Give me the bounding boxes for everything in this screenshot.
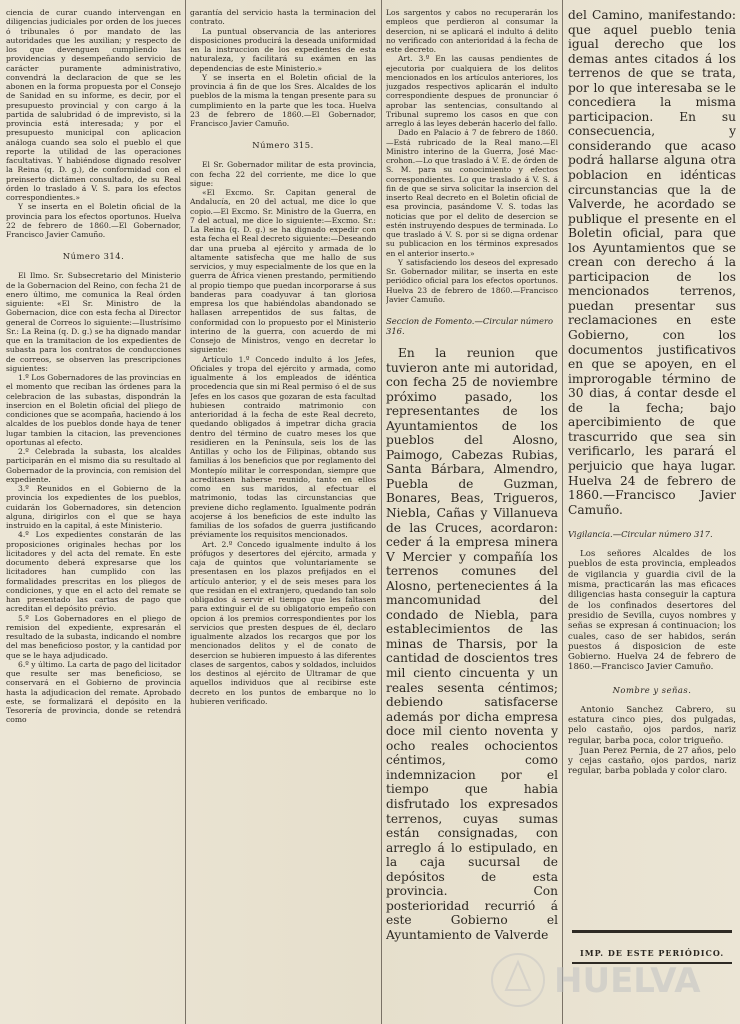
paragraph: 3.º Reunidos en el Gobierno de la provincia los expedientes de los pueblos, cuidarán los Gobernadores, sin detencion alguna, dirigirlos con el que se haya instruido en la capital, á este Ministerio. (6, 484, 181, 530)
paragraph: del Camino, manifestando: que aquel pueblo tenia igual derecho que los demas antes citados á los terrenos de que se trata, por lo que interesaba se le concediera la misma participacion. En su consecuencia, y considerando que acaso podrá hallarse alguna otra poblacion en idénticas circunstancias que la de Valverde, he acordado se publique el presente en el Boletin oficial, para que los Ayuntamientos que se crean con derecho á la participacion de los mencionados terrenos, puedan presentar sus reclamaciones en este Gobierno, con los documentos justificativos en que se apoyen, en el improrogable término de 30 dias, á contar desde el de la fecha; bajo apercibimiento de que trascurrido que sea sin verificarlo, les parará el perjuicio que haya lugar. Huelva 24 de febrero de 1860.—Francisco Javier Camuño. (568, 8, 736, 517)
paragraph: 2.º Celebrada la subasta, los alcaldes participarán en el mismo dia su resultado al Gobernador de la provincia, con remision del expediente. (6, 447, 181, 484)
paragraph: El Sr. Gobernador militar de esta provincia, con fecha 22 del corriente, me dice lo que sigue: (190, 160, 376, 188)
column-2 (190, 8, 376, 706)
section-heading: Seccion de Fomento.—Circular número 316. (386, 316, 554, 336)
divider (572, 962, 732, 964)
paragraph: Artículo 1.º Concedo indulto á los Jefes, Oficiales y tropa del ejército y armada, como igualmente á los empleados de idéntica procedencia que sin mi Real permiso ó el de sus Jefes en los casos que gozaran de esta facultad hubiesen contraido matrimonio con anterioridad á la fecha de este Real decreto, quedando obligados á impetrar dicha gracia dentro del término de cuatro meses los que residieren en la Península, seis los de las Antillas y ocho los de Filipinas, obtando sus familias á los beneficios que por reglamento del Montepío militar le correspondan, siempre que acreditasen haberse reunido, tanto en ellos como en sus maridos, al efectuar el matrimonio, todas las circunstancias que previene dicho reglamento. Igualmente podrán acojerse á los beneficios de este indulto las familias de los sofados de guerra justificando préviamente los requisitos mencionados. (190, 354, 376, 540)
section-heading: Número 314. (62, 251, 125, 262)
paragraph: Juan Perez Pernia, de 27 años, pelo y cejas castaño, ojos pardos, nariz regular, barba poblada y color claro. (568, 745, 736, 777)
imprint: IMP. DE ESTE PERIÓDICO. (580, 948, 725, 958)
paragraph: ciencia de curar cuando intervengan en diligencias judiciales por orden de los jueces ó tribunales ó por mandato de las autoridades que les auxilian; y respecto de los que devenguen cumpliendo las providencias y desempeñando servicio de carácter puramente administrativo, convendrá la declaracion de que se les abonen en la forma propuesta por el Consejo de Sanidad en su informe, es decir, por el presupuesto provincial y con cargo á la partida de salubridad ó de imprevisto, si la provincia está interesada; y por el presupuesto municipal con aplicacion análoga cuando sea solo el pueblo el que reporte la utilidad de las operaciones facultativas. Y habiéndose dignado resolver la Reina (q. D. g.), de conformidad con el preinserto dictámen consultado, de su Real órden lo traslado á V. S. para los efectos correspondientes.» (6, 8, 181, 202)
paragraph: 4.º Los expedientes constarán de las proposiciones originales hechas por los licitadores y del acta del remate. En este documento deberá expresarse que los licitadores han cumplido con las formalidades prescritas en los pliegos de condiciones, y que en el acto del remate se han presentado las cartas de pago que acreditan el depósito prévio. (6, 530, 181, 614)
paragraph: En la reunion que tuvieron ante mi autoridad, con fecha 25 de noviembre próximo pasado, los representantes de los Ayuntamientos de los pueblos del Alosno, Paimogo, Cabezas Rubias, Santa Bárbara, Almendro, Puebla de Guzman, Bonares, Beas, Trigueros, Niebla, Cañas y Villanueva de las Cruces, acordaron: ceder á la empresa minera V Mercier y compañía los terrenos comunes del Alosno, pertenecientes á la mancomunidad del condado de Niebla, para establecimientos de las minas de Tharsis, por la cantidad de doscientos tres mil ciento cincuenta y un reales sesenta céntimos; debiendo satisfacerse además por dicha empresa doce mil ciento noventa y ocho reales ochocientos céntimos, como indemnizacion por el tiempo que habia disfrutado los expresados terrenos, cuyas sumas están consignadas, con arreglo á lo estipulado, en la caja sucursal de depósitos de esta provincia. Con posterioridad recurrió á este Gobierno el Ayuntamiento de Valverde (386, 346, 558, 942)
column-3 (386, 8, 558, 942)
paragraph: garantía del servicio hasta la terminacion del contrato. (190, 8, 376, 27)
column-rule (562, 0, 563, 1024)
paragraph: Y satisfaciendo los deseos del expresado Sr. Gobernador militar, se inserta en este periódico oficial para los efectos oportunos. Huelva 23 de febrero de 1860.—Francisco Javier Camuño. (386, 257, 558, 304)
paragraph: La puntual observancia de las anteriores disposiciones producirá la deseada uniformidad en la instruccion de los expedientes de esta naturaleza, y facilitará su exámen en las dependencias de este Ministerio.» (190, 26, 376, 73)
paragraph: Dado en Palacio á 7 de febrero de 1860.—Está rubricado de la Real mano.—El Ministro interino de la Guerra, José Mac-crohon.—Lo que traslado á V. E. de órden de S. M. para su conocimiento y efectos correspondientes. Lo que traslado á V. S. á fin de que se sirva solicitar la insercion del inserto Real decreto en el Boletin oficial de esa provincia, pasándome V. S. todas las noticias que por el delito de desercion se estén instruyendo despues de terminada. Lo que traslado á V. S. por si se digna ordenar su publicacion en los términos expresados en el anterior inserto.» (386, 128, 558, 258)
column-rule (381, 0, 382, 1024)
paragraph: 6.º y último. La carta de pago del licitador que resulte ser mas beneficioso, se conservará en el Gobierno de provincia hasta la adjudicacion del remate. Aprobado este, se formalizará el depósito en la Tesorería de provincia, donde se retendrá como (6, 659, 181, 725)
paragraph: Art. 2.º Concedo igualmente indulto á los prófugos y desertores del ejército, armada y caja de quintos que voluntariamente se presentasen en los plazos prefijados en el artículo anterior, y el de seis meses para los que residan en el extranjero, quedando tan solo obligados á servir el tiempo que les faltasen para extinguir el de su obligatorio empeño con opcion á los premios correspondientes por los servicios que presten despues de él, declaro igualmente alzados los recargos que por los mencionados delitos y el de conato de desercion se hubieren impuesto á las diferentes clases de sargentos, cabos y soldados, incluidos los destinos al ejército de Ultramar de que aquellos individuos que al recibirse este decreto en los puntos de embarque no lo hubieren verificado. (190, 539, 376, 706)
paragraph: Art. 3.º En las causas pendientes de ejecutoria por cualquiera de los delitos mencionados en los artículos anteriores, los juzgados respectivos aplicarán el indulto correspondiente despues de pronunciar ó aprobar las sentencias, consultando al Tribunal supremo los casos en que con arreglo á las leyes deberán hacerlo del fallo. (386, 54, 558, 128)
paragraph: 1.º Los Gobernadores de las provincias en el momento que reciban las órdenes para la celebracion de las subastas, dispondrán la insercion en el Boletin oficial del pliego de condiciones que se acompaña, haciendo á los alcaldes de los pueblos donde haya de tener lugar tambien la citacion, las prevenciones oportunas al efecto. (6, 373, 181, 447)
watermark-text: HUELVA (554, 961, 701, 1001)
section-heading: Número 315. (252, 140, 314, 151)
divider (572, 930, 732, 933)
paragraph: «El Excmo. Sr. Capitan general de Andalucía, en 20 del actual, me dice lo que copio.—El Excmo. Sr. Ministro de la Guerra, en 7 del actual, me dice lo siguiente:—Excmo. Sr.: La Reina (q. D. g.) se ha dignado expedir con esta fecha el Real decreto siguiente:—Deseando dar una prueba al ejército y armada de lo altamente satisfecha que me hallo de sus servicios, y muy especialmente de los que en la guerra de África vienen prestando, permitiendo al propio tiempo que puedan incorporarse á sus banderas para coadyuvar á tan gloriosa empresa los que habiéndolas abandonado se hallasen arrepentidos de sus faltas, de conformidad con lo propuesto por el Ministerio interino de la guerra, con acuerdo de mi Consejo de Ministros, vengo en decretar lo siguiente: (190, 188, 376, 355)
column-1 (6, 8, 181, 725)
paragraph: Antonio Sanchez Cabrero, su estatura cinco pies, dos pulgadas, pelo castaño, ojos pardos, nariz regular, barba poca, color trigueño. (568, 704, 736, 746)
column-4 (568, 8, 736, 777)
paragraph: Y se inserta en el Boletin oficial de la provincia á fin de que los Sres. Alcaldes de los pueblos de la misma la tengan presente para su cumplimiento en la parte que les toca. Huelva 23 de febrero de 1860.—El Gobernador, Francisco Javier Camuño. (190, 72, 376, 128)
paragraph: Y se inserta en el Boletin oficial de la provincia para los efectos oportunos. Huelva 22 de febrero de 1860.—El Gobernador, Francisco Javier Camuño. (6, 202, 181, 239)
paragraph: 5.º Los Gobernadores en el pliego de remision del expediente, expresarán el resultado de la subasta, indicando el nombre del mas beneficioso postor, y la cantidad por que se le haya adjudicado. (6, 613, 181, 660)
section-heading: Vigilancia.—Circular número 317. (568, 529, 713, 540)
watermark-seal-icon (492, 954, 544, 1006)
column-rule (185, 0, 186, 1024)
paragraph: El Ilmo. Sr. Subsecretario del Ministerio de la Gobernacion del Reino, con fecha 21 de enero último, me comunica la Real órden siguiente: «El Sr. Ministro de la Gobernacion, dice con esta fecha al Director general de Correos lo siguiente:—Ilustrísimo Sr.: La Reina (q. D. g.) se ha dignado mandar que en la tramitacion de los expedientes de subasta para los contratos de conducciones de correos, se observen las prescripciones siguientes: (6, 271, 181, 373)
watermark-tower-icon (506, 962, 530, 990)
paragraph: Los sargentos y cabos no recuperarán los empleos que perdieron al consumar la desercion, ni se aplicará el indulto á delito no verificado con anterioridad á la fecha de este decreto. (386, 8, 558, 54)
paragraph: Los señores Alcaldes de los pueblos de esta provincia, empleados de vigilancia y guardia civil de la misma, practicarán las mas eficaces diligencias hasta conseguir la captura de los confinados desertores del presidio de Sevilla, cuyos nombres y señas se expresan á continuacion; los cuales, caso de ser habidos, serán puestos á disposicion de este Gobierno. Huelva 24 de febrero de 1860.—Francisco Javier Camuño. (568, 549, 736, 673)
subheading: Nombre y señas. (612, 684, 692, 695)
